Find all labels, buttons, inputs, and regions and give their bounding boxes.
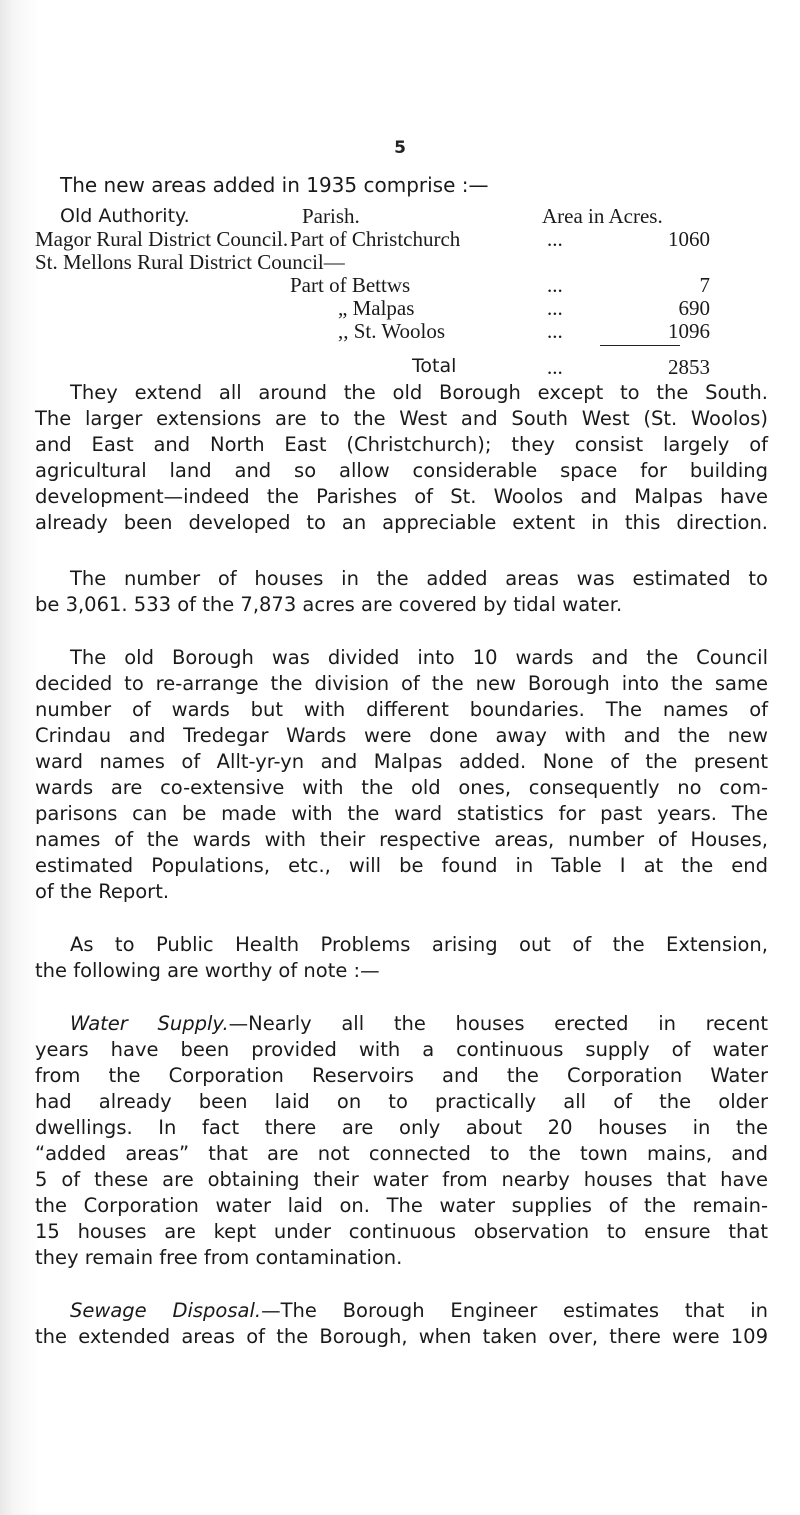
row-acres: 1096 — [668, 319, 710, 343]
table-row — [35, 228, 770, 251]
total-leader-dots: ... — [547, 355, 563, 379]
header-authority: Old Authority. — [60, 205, 190, 227]
text-line: of the Report. — [35, 880, 170, 903]
text-line: wards are co-extensive with the old ones, consequently no com- — [35, 776, 768, 799]
text-line: names of the wards with their respective areas, number of Houses, — [35, 828, 768, 851]
header-area: Area in Acres. — [542, 204, 663, 228]
table-row — [35, 274, 770, 297]
text-line: The number of houses in the added areas was estimated to — [70, 567, 768, 590]
table-row — [35, 251, 770, 274]
row-acres: 690 — [678, 296, 710, 320]
row-leader-dots: ... — [547, 319, 563, 343]
text-line: ward names of Allt-yr-yn and Malpas added. None of the present — [35, 750, 768, 773]
text-line: be 3,061. 533 of the 7,873 acres are covered by tidal water. — [35, 593, 623, 616]
total-rule — [600, 345, 680, 346]
text-line: had already been laid on to practically all of the older — [35, 1090, 768, 1113]
text-line: The old Borough was divided into 10 wards and the Council — [70, 646, 768, 669]
text-line: 15 houses are kept under continuous observation to ensure that — [35, 1220, 768, 1243]
text-line — [35, 1298, 768, 1324]
text-line: development—indeed the Parishes of St. Woolos and Malpas have — [35, 485, 768, 508]
row-authority: Magor Rural District Council. — [35, 227, 289, 251]
text-line: 5 of these are obtaining their water from nearby houses that have — [35, 1168, 768, 1191]
sewage-disposal-text: —The Borough Engineer estimates that in — [261, 1299, 768, 1322]
text-line: years have been provided with a continuous supply of water — [35, 1038, 768, 1061]
text-line: they remain free from contamination. — [35, 1246, 403, 1269]
text-line: They extend all around the old Borough except to the South. — [70, 381, 768, 404]
row-parish: Part of Christchurch — [290, 227, 461, 251]
water-supply-text: —Nearly all the houses erected in recent — [228, 1012, 768, 1035]
paragraph-health-problems — [35, 932, 768, 984]
paragraph-houses — [35, 566, 768, 618]
paragraph-water-supply — [35, 1011, 768, 1271]
row-acres: 1060 — [668, 227, 710, 251]
row-leader-dots: ... — [547, 273, 563, 297]
text-line: “added areas” that are not connected to the town mains, and — [35, 1142, 768, 1165]
paragraph-wards — [35, 645, 768, 905]
row-parish: „ Malpas — [338, 296, 415, 320]
total-value: 2853 — [668, 355, 710, 379]
table-header-row — [35, 205, 770, 228]
text-line: the extended areas of the Borough, when taken over, there were 109 — [35, 1325, 768, 1348]
text-line: As to Public Health Problems arising out of the Extension, — [70, 933, 768, 956]
text-line: decided to re-arrange the division of the new Borough into the same — [35, 672, 768, 695]
row-parish: Part of Bettws — [290, 273, 411, 297]
text-line: number of wards but with different boundaries. The names of — [35, 698, 768, 721]
row-parish: ,, St. Woolos — [338, 319, 446, 343]
areas-table — [35, 205, 770, 343]
header-parish: Parish. — [302, 204, 360, 228]
text-line: from the Corporation Reservoirs and the Corporation Water — [35, 1064, 768, 1087]
text-line: already been developed to an appreciable extent in this direction. — [35, 511, 768, 534]
water-supply-heading: Water Supply. — [70, 1012, 229, 1035]
row-leader-dots: ... — [547, 227, 563, 251]
row-leader-dots: ... — [547, 296, 563, 320]
text-line: and East and North East (Christchurch); they consist largely of — [35, 433, 768, 456]
text-line: Crindau and Tredegar Wards were done away with and the new — [35, 724, 768, 747]
page-number: 5 — [394, 138, 406, 158]
text-line: the following are worthy of note :— — [35, 959, 380, 982]
text-line: dwellings. In fact there are only about 20 houses in the — [35, 1116, 768, 1139]
sewage-disposal-heading: Sewage Disposal. — [70, 1299, 262, 1322]
text-line: parisons can be made with the ward statistics for past years. The — [35, 802, 768, 825]
paragraph-sewage-disposal — [35, 1298, 768, 1350]
intro-line: The new areas added in 1935 comprise :— — [60, 173, 489, 197]
text-line: The larger extensions are to the West and South West (St. Woolos) — [35, 407, 768, 430]
row-acres: 7 — [699, 273, 710, 297]
total-label: Total — [412, 355, 457, 377]
text-line: the Corporation water laid on. The water supplies of the remain- — [35, 1194, 768, 1217]
paragraph-extension — [35, 380, 768, 536]
text-line: agricultural land and so allow considerable space for building — [35, 459, 768, 482]
total-row — [35, 355, 770, 378]
table-row — [35, 297, 770, 320]
row-authority: St. Mellons Rural District Council— — [35, 250, 345, 274]
table-row — [35, 320, 770, 343]
text-line: estimated Populations, etc., will be found in Table I at the end — [35, 854, 768, 877]
text-line — [35, 1011, 768, 1037]
